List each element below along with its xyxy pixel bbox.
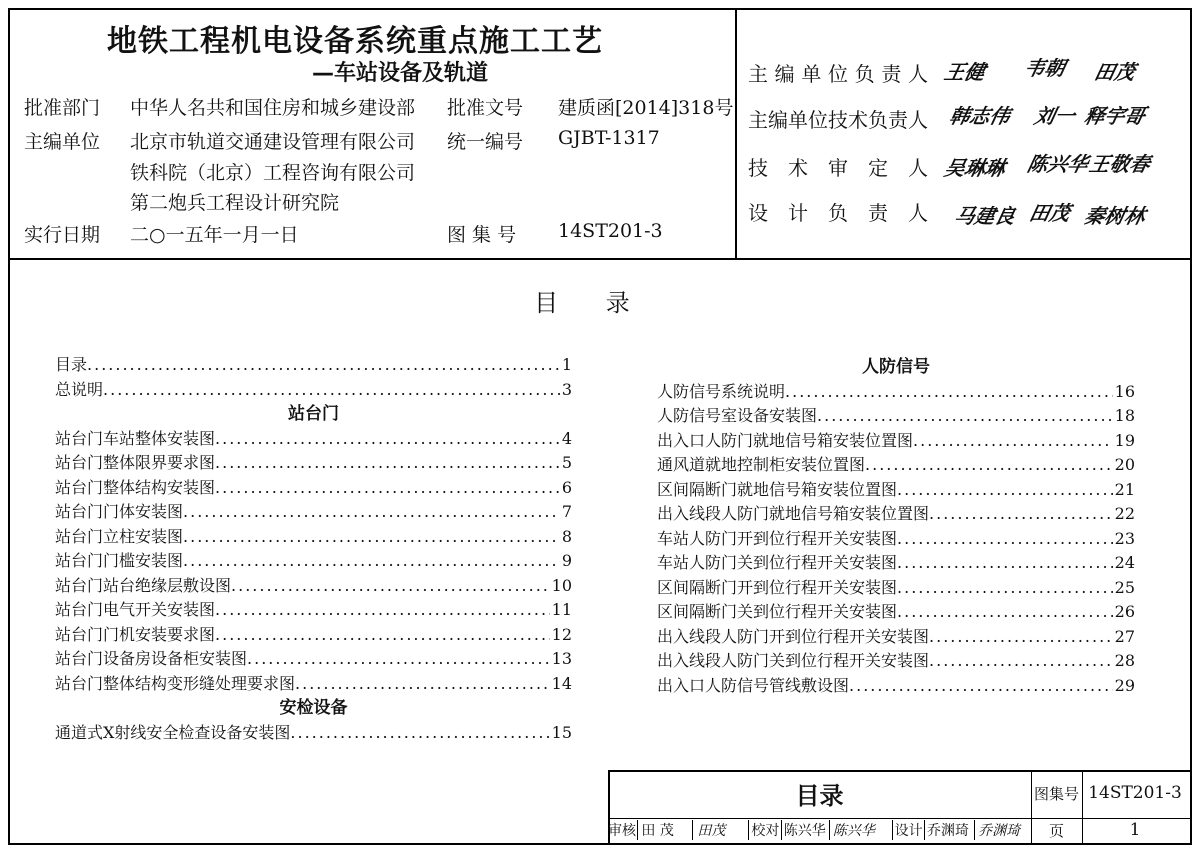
titleblock-signoff-row (608, 817, 1031, 843)
toc-leader-dots (183, 500, 560, 525)
toc-leader-dots (817, 404, 1113, 429)
signature-2b: 刘一 (1032, 104, 1078, 128)
signature-2c: 释宇哥 (1082, 104, 1148, 128)
titleblock-page-no: 1 (1129, 820, 1141, 840)
toc-entry-title: 区间隔断门关到位行程开关安装图 (657, 602, 898, 621)
toc-entry-page: 26 (1114, 602, 1135, 621)
toc-leader-dots (849, 674, 1113, 699)
toc-leader-dots (215, 427, 560, 452)
toc-left-column (55, 353, 572, 745)
toc-entry-title: 人防信号室设备安装图 (657, 406, 818, 425)
approve-dept: 中华人名共和国住房和城乡建设部 (130, 97, 416, 119)
toc-entry-title: 车站人防门开到位行程开关安装图 (657, 528, 898, 548)
toc-entry-title: 车站人防门关到位行程开关安装图 (657, 553, 898, 572)
toc-entry-title: 出入线段人防门开到位行程开关安装图 (657, 626, 930, 646)
toc-entry-title: 总说明 (55, 379, 104, 399)
toc-entry[interactable] (657, 502, 1135, 527)
toc-entry-title: 出入口人防门就地信号箱安装位置图 (657, 430, 914, 450)
toc-section-heading: 人防信号 (862, 357, 930, 377)
toc-entry-page: 4 (561, 428, 572, 448)
toc-entry[interactable] (657, 674, 1135, 699)
toc-entry-title: 人防信号系统说明 (657, 381, 786, 401)
toc-entry-title: 站台门整体结构变形缝处理要求图 (55, 673, 296, 693)
editor-unit-2: 铁科院（北京）工程咨询有限公司 (130, 162, 416, 184)
effective-date: 二○一五年一月一日 (130, 224, 299, 246)
approve-doc-label: 批准文号 (447, 97, 524, 119)
toc-section-heading: 安检设备 (279, 698, 348, 718)
toc-title: 目 录 (534, 289, 650, 317)
toc-leader-dots (897, 551, 1113, 576)
toc-entry[interactable] (55, 500, 572, 525)
header-center-rule (735, 10, 737, 258)
toc-entry[interactable] (657, 527, 1135, 552)
toc-entry-title: 区间隔断门开到位行程开关安装图 (657, 577, 898, 597)
toc-entry[interactable] (55, 721, 572, 746)
toc-entry[interactable] (657, 429, 1135, 454)
toc-leader-dots (183, 549, 560, 574)
check-name: 陈兴华 (781, 820, 829, 840)
signature-4b: 田茂 (1027, 201, 1073, 225)
toc-entry-page: 1 (561, 355, 572, 374)
titleblock-page-label: 页 (1048, 821, 1064, 840)
toc-entry-page: 3 (561, 379, 572, 399)
toc-entry[interactable] (657, 551, 1135, 576)
check-label: 校对 (748, 820, 780, 840)
toc-entry-page: 23 (1114, 528, 1135, 548)
toc-entry[interactable] (55, 598, 572, 623)
toc-entry[interactable] (55, 353, 572, 378)
toc-entry-page: 7 (561, 502, 572, 521)
unified-no: GJBT-1317 (558, 127, 660, 149)
toc-entry-page: 10 (551, 575, 572, 595)
toc-leader-dots (215, 451, 560, 476)
unified-no-label: 统一编号 (447, 131, 524, 153)
toc-leader-dots (897, 576, 1113, 601)
sign-role-3: 技术审定人 (748, 156, 928, 180)
toc-right-column (657, 355, 1135, 698)
review-name: 田 茂 (637, 820, 692, 840)
toc-entry-page: 21 (1114, 479, 1135, 499)
atlas-no-label: 图 集 号 (447, 224, 517, 246)
toc-entry-page: 27 (1114, 626, 1135, 646)
toc-entry[interactable] (657, 625, 1135, 650)
toc-entry[interactable] (55, 672, 572, 697)
toc-entry-title: 站台门整体结构安装图 (55, 477, 216, 497)
toc-entry-page: 19 (1114, 430, 1135, 450)
toc-entry-title: 站台门门机安装要求图 (55, 624, 216, 644)
signature-3b: 陈兴华 (1025, 152, 1091, 176)
signature-3a: 吴琳琳 (942, 156, 1008, 180)
editor-unit-label: 主编单位 (24, 131, 101, 153)
effective-label: 实行日期 (24, 224, 101, 246)
toc-entry[interactable] (55, 427, 572, 452)
toc-entry-title: 出入线段人防门就地信号箱安装位置图 (657, 504, 930, 523)
toc-entry-page: 16 (1114, 381, 1135, 401)
toc-entry-title: 目录 (55, 355, 88, 374)
toc-entry-title: 站台门车站整体安装图 (55, 428, 216, 448)
toc-leader-dots (231, 574, 550, 599)
sign-role-2: 主编单位技术负责人 (748, 108, 928, 132)
sign-role-1: 主编单位负责人 (748, 62, 928, 86)
toc-entry-page: 20 (1114, 455, 1135, 474)
toc-entry-page: 25 (1114, 577, 1135, 597)
design-label: 设计 (892, 820, 924, 840)
toc-leader-dots (183, 525, 560, 550)
signature-4c: 秦树林 (1082, 204, 1148, 228)
toc-entry-page: 29 (1114, 675, 1135, 695)
toc-entry-title: 站台门门槛安装图 (55, 551, 184, 570)
titleblock-atlas-no: 14ST201-3 (1088, 783, 1182, 803)
toc-leader-dots (897, 600, 1113, 625)
toc-entry[interactable] (657, 478, 1135, 503)
toc-entry-page: 6 (561, 477, 572, 497)
toc-entry-page: 9 (561, 551, 572, 570)
toc-entry[interactable] (657, 453, 1135, 478)
toc-entry[interactable] (55, 623, 572, 648)
toc-leader-dots (215, 476, 560, 501)
toc-section-heading: 站台门 (288, 404, 339, 424)
toc-entry-title: 通风道就地控制柜安装位置图 (657, 455, 866, 474)
toc-leader-dots (897, 478, 1113, 503)
sign-role-4: 设计负责人 (748, 201, 928, 225)
toc-entry-title: 站台门设备房设备柜安装图 (55, 649, 248, 668)
toc-leader-dots (897, 527, 1113, 552)
toc-entry-page: 28 (1114, 651, 1135, 670)
toc-leader-dots (247, 647, 550, 672)
signature-1c: 田茂 (1092, 60, 1138, 84)
toc-entry[interactable] (657, 404, 1135, 429)
toc-entry-title: 通道式X射线安全检查设备安装图 (55, 722, 291, 742)
toc-leader-dots (929, 502, 1113, 527)
toc-entry-title: 站台门立柱安装图 (55, 526, 184, 546)
toc-leader-dots (215, 623, 550, 648)
toc-entry-title: 区间隔断门就地信号箱安装位置图 (657, 479, 898, 499)
titleblock-name: 目录 (795, 781, 844, 810)
design-name: 乔渊琦 (924, 820, 974, 840)
editor-unit-1: 北京市轨道交通建设管理有限公司 (130, 131, 416, 153)
toc-entry-page: 8 (561, 526, 572, 546)
atlas-subtitle: —车站设备及轨道 (311, 61, 488, 86)
toc-entry[interactable] (55, 549, 572, 574)
toc-leader-dots (87, 353, 560, 378)
toc-entry-page: 22 (1114, 504, 1135, 523)
toc-leader-dots (929, 625, 1113, 650)
review-signature: 田茂 (692, 820, 748, 840)
signature-1a: 王健 (942, 60, 988, 84)
toc-entry-page: 13 (551, 649, 572, 668)
toc-leader-dots (929, 649, 1113, 674)
header-bottom-rule (10, 258, 1190, 260)
toc-leader-dots (103, 378, 560, 403)
toc-entry-title: 站台门电气开关安装图 (55, 600, 216, 619)
editor-unit-3: 第二炮兵工程设计研究院 (130, 192, 340, 214)
toc-leader-dots (295, 672, 550, 697)
signature-4a: 马建良 (952, 204, 1018, 228)
toc-entry[interactable] (55, 451, 572, 476)
toc-entry[interactable] (657, 576, 1135, 601)
toc-leader-dots (290, 721, 549, 746)
toc-entry[interactable] (55, 647, 572, 672)
toc-entry-title: 站台门站台绝缘层敷设图 (55, 575, 232, 595)
titleblock-atlas-label: 图集号 (1033, 784, 1079, 803)
toc-entry-page: 18 (1114, 406, 1135, 425)
toc-entry-title: 出入线段人防门关到位行程开关安装图 (657, 651, 930, 670)
toc-leader-dots (913, 429, 1113, 454)
toc-entry-title: 站台门整体限界要求图 (55, 453, 216, 472)
signature-2a: 韩志伟 (947, 104, 1013, 128)
toc-entry-page: 14 (551, 673, 572, 693)
toc-entry-page: 12 (551, 624, 572, 644)
atlas-title: 地铁工程机电设备系统重点施工工艺 (107, 24, 603, 59)
toc-entry[interactable] (657, 649, 1135, 674)
toc-entry-title: 站台门门体安装图 (55, 502, 184, 521)
toc-entry-page: 24 (1114, 553, 1135, 572)
toc-entry[interactable] (55, 476, 572, 501)
check-signature: 陈兴华 (829, 820, 892, 840)
toc-entry[interactable] (55, 574, 572, 599)
design-signature: 乔渊琦 (974, 820, 1031, 840)
toc-entry-page: 15 (551, 722, 572, 742)
toc-entry[interactable] (657, 380, 1135, 405)
toc-entry-title: 出入口人防信号管线敷设图 (657, 675, 850, 695)
toc-leader-dots (865, 453, 1113, 478)
review-label: 审核 (608, 823, 636, 839)
toc-entry-page: 5 (561, 453, 572, 472)
approve-doc: 建质函[2014]318号 (558, 97, 734, 119)
toc-entry-page: 11 (551, 600, 572, 619)
signature-1b: 韦朝 (1022, 56, 1068, 80)
toc-entry[interactable] (55, 525, 572, 550)
toc-entry[interactable] (55, 378, 572, 403)
signature-3c: 王敬春 (1087, 152, 1153, 176)
toc-leader-dots (215, 598, 550, 623)
toc-leader-dots (785, 380, 1113, 405)
approve-dept-label: 批准部门 (24, 97, 101, 119)
atlas-no: 14ST201-3 (558, 220, 663, 242)
toc-entry[interactable] (657, 600, 1135, 625)
